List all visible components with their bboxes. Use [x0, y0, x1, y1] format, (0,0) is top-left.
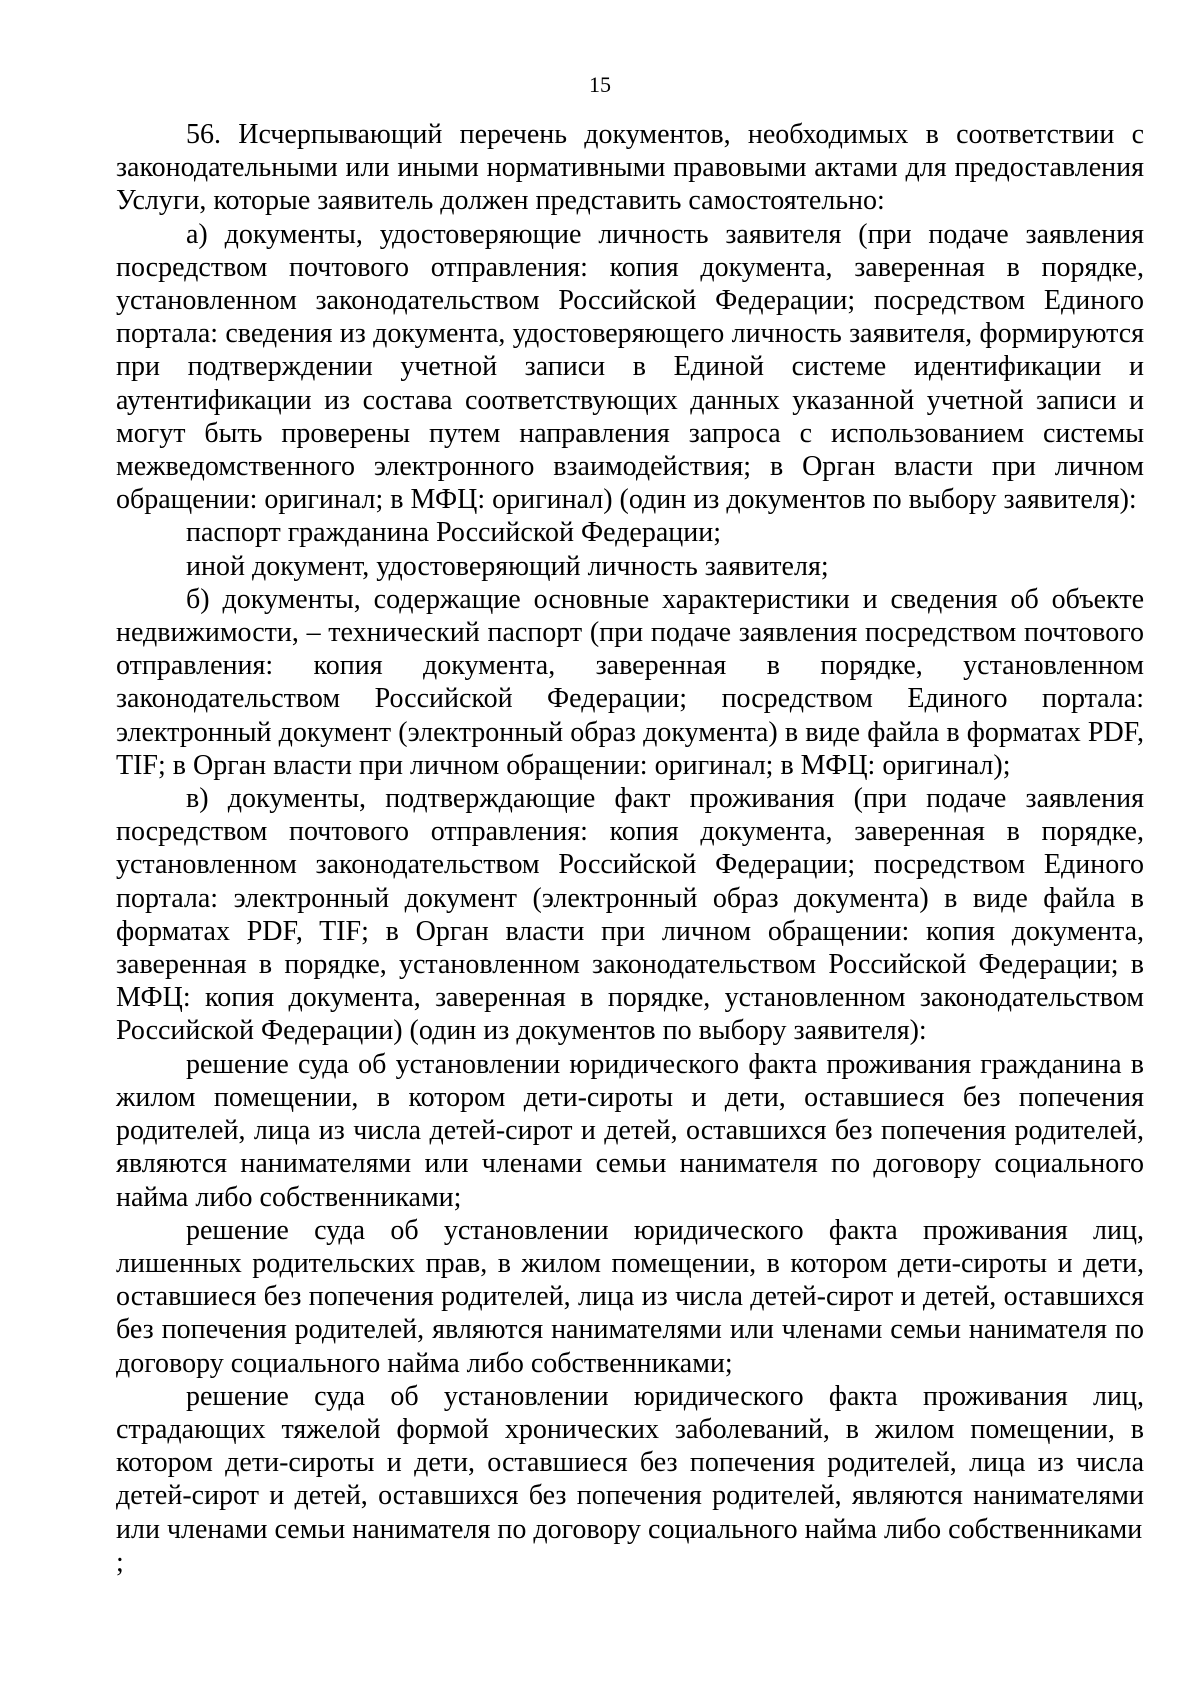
page-number: 15	[589, 72, 611, 97]
paragraph-other-id-document: иной документ, удостоверяющий личность заявителя;	[186, 550, 829, 582]
paragraph-court-decision-chronic-illness: решение суда об установлении юридического факта проживания лиц, страдающих тяжелой формой хронических заболеваний, в жилом помещении, в котором дети-сироты и дети, оставшиеся без попечения родителей, лица из числа детей-сирот и детей, оставшихся без попечения родителей, являются нанимателями или членами семьи нанимателя по договору социального найма либо собственниками	[116, 1380, 1144, 1545]
paragraph-item-b: б) документы, содержащие основные характеристики и сведения об объекте недвижимости, – технический паспорт (при подаче заявления посредством почтового отправления: копия документа, заверенная в порядке, установленном законодательством Российской Федерации; посредством Единого портала: электронный документ (электронный образ документа) в виде файла в форматах PDF, TIF; в Орган власти при личном обращении: оригинал; в МФЦ: оригинал);	[116, 583, 1144, 781]
paragraph-passport: паспорт гражданина Российской Федерации;	[186, 517, 722, 549]
document-body	[116, 118, 1144, 1579]
paragraph-item-v: в) документы, подтверждающие факт проживания (при подаче заявления посредством почтового отправления: копия документа, заверенная в порядке, установленном законодательством Российской Федерации; посредством Единого портала: электронный документ (электронный образ документа) в виде файла в форматах PDF, TIF; в Орган власти при личном обращении: копия документа, заверенная в порядке, установленном законодательством Российской Федерации; в МФЦ: копия документа, заверенная в порядке, установленном законодательством Российской Федерации) (один из документов по выбору заявителя):	[116, 783, 1144, 1047]
paragraph-trailing-semicolon: ;	[116, 1546, 124, 1578]
paragraph-court-decision-citizen: решение суда об установлении юридического факта проживания гражданина в жилом помещении, в котором дети-сироты и дети, оставшиеся без попечения родителей, лица из числа детей-сирот и детей, оставшихся без попечения родителей, являются нанимателями или членами семьи нанимателя по договору социального найма либо собственниками;	[116, 1048, 1144, 1213]
paragraph-56-intro: 56. Исчерпывающий перечень документов, необходимых в соответствии с законодательными или иными нормативными правовыми актами для предоставления Услуги, которые заявитель должен представить самостоятельно:	[116, 119, 1144, 217]
paragraph-court-decision-deprived-parents: решение суда об установлении юридического факта проживания лиц, лишенных родительских прав, в жилом помещении, в котором дети-сироты и дети, оставшиеся без попечения родителей, лица из числа детей-сирот и детей, оставшихся без попечения родителей, являются нанимателями или членами семьи нанимателя по договору социального найма либо собственниками;	[116, 1214, 1144, 1379]
paragraph-item-a: а) документы, удостоверяющие личность заявителя (при подаче заявления посредством почтового отправления: копия документа, заверенная в порядке, установленном законодательством Российской Федерации; посредством Единого портала: сведения из документа, удостоверяющего личность заявителя, формируются при подтверждении учетной записи в Единой системе идентификации и аутентификации из состава соответствующих данных указанной учетной записи и могут быть проверены путем направления запроса с использованием системы межведомственного электронного взаимодействия; в Орган власти при личном обращении: оригинал; в МФЦ: оригинал) (один из документов по выбору заявителя):	[116, 218, 1144, 516]
